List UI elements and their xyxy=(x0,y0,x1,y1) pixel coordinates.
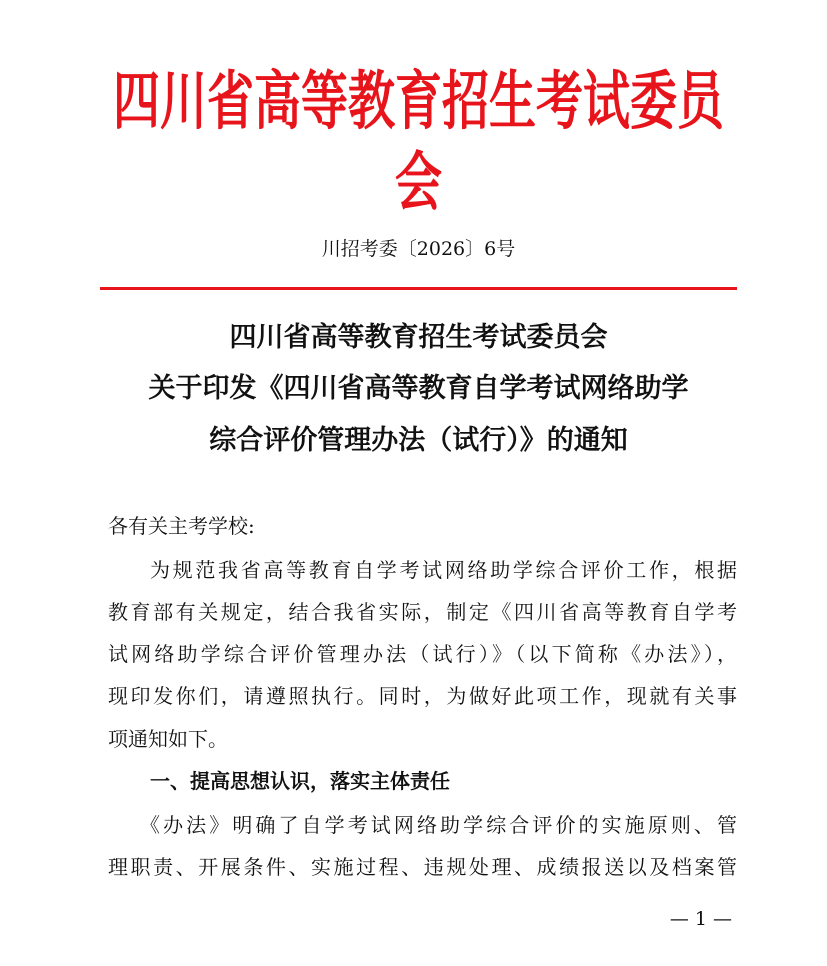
salutation: 各有关主考学校: xyxy=(108,514,255,538)
paragraph-line: 现印发你们，请遵照执行。同时，为做好此项工作，现就有关事 xyxy=(108,684,737,708)
title-line-2: 关于印发《四川省高等教育自学考试网络助学 xyxy=(148,373,689,404)
title-line-1: 四川省高等教育招生考试委员会 xyxy=(229,322,608,353)
document-number: 川招考委〔2026〕6号 xyxy=(321,238,516,260)
page-number: — 1 — xyxy=(669,908,732,930)
paragraph-line: 试网络助学综合评价管理办法（试行）》（以下简称《办法》）， xyxy=(108,642,737,666)
section-heading-1: 一、提高思想认识，落实主体责任 xyxy=(150,769,450,793)
paragraph-line: 教育部有关规定，结合我省实际，制定《四川省高等教育自学考 xyxy=(108,600,737,624)
paragraph-line: 为规范我省高等教育自学考试网络助学综合评价工作，根据 xyxy=(150,558,737,582)
issuing-organization-header: 四川省高等教育招生考试委员会 xyxy=(113,64,724,220)
title-line-3: 综合评价管理办法（试行）》的通知 xyxy=(209,425,628,456)
paragraph-line: 项通知如下。 xyxy=(108,727,228,751)
red-divider-line xyxy=(100,287,737,290)
paragraph-line: 《办法》明确了自学考试网络助学综合评价的实施原则、管 xyxy=(140,813,737,837)
paragraph-line: 理职责、开展条件、实施过程、违规处理、成绩报送以及档案管 xyxy=(108,855,737,879)
